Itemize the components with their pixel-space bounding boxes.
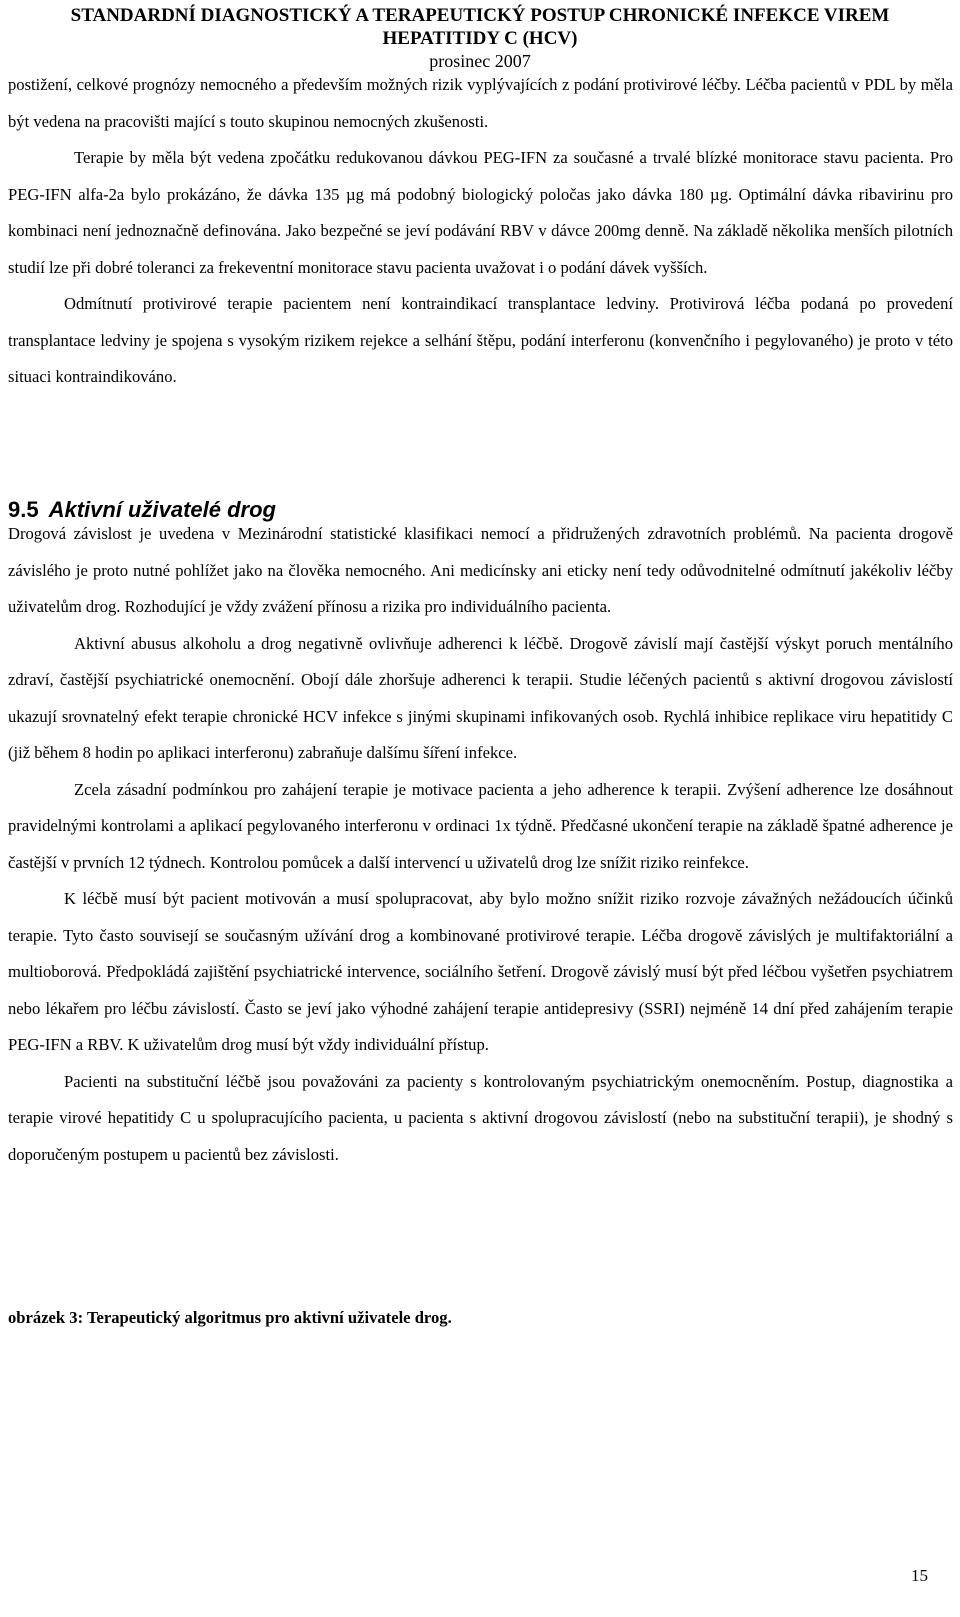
paragraph: Aktivní abusus alkoholu a drog negativně ovlivňuje adherenci k léčbě. Drogově závislí mají častější výskyt poruch mentálního zdraví, častější psychiatrické onemocnění. Obojí dále zhoršuje adherenci k terapii. Studie léčených pacientů s aktivní drogovou závislostí ukazují srovnatelný efekt terapie chronické HCV infekce s jinými skupinami infikovaných osob. Rychlá inhibice replikace viru hepatitidy C (již během 8 hodin po aplikaci interferonu) zabraňuje dalšímu šíření infekce. [8,633,953,762]
document-header [0,4,960,72]
paragraph: postižení, celkové prognózy nemocného a především možných rizik vyplývajících z podání protivirové léčby. Léčba pacientů v PDL by měla být vedena na pracovišti mající s touto skupinou nemocných zkušenosti. [8,75,953,131]
paragraph: Drogová závislost je uvedena v Mezinárodní statistické klasifikaci nemocí a přidružených zdravotních problémů. Na pacienta drogově závislého je proto nutné pohlížet jako na člověka nemocného. Ani medicínsky ani eticky není tedy odůvodnitelné odmítnutí jakékoliv léčby uživatelům drog. Rozhodující je vždy zvážení přínosu a rizika pro individuálního pacienta. [8,524,953,616]
header-title-line-2: HEPATITIDY C (HCV) [382,28,578,49]
header-title-line-1: STANDARDNÍ DIAGNOSTICKÝ A TERAPEUTICKÝ POSTUP CHRONICKÉ INFEKCE VIREM [70,5,890,26]
paragraph: Odmítnutí protivirové terapie pacientem není kontraindikací transplantace ledviny. Protivirová léčba podaná po provedení transplantace ledviny je spojena s vysokým rizikem rejekce a selhání štěpu, podání interferonu (konvenčního i pegylovaného) je proto v této situaci kontraindikováno. [8,294,953,386]
paragraph: Pacienti na substituční léčbě jsou považováni za pacienty s kontrolovaným psychiatrickým onemocněním. Postup, diagnostika a terapie virové hepatitidy C u spolupracujícího pacienta, u pacienta s aktivní drogovou závislostí (nebo na substituční terapii), je shodný s doporučeným postupem u pacientů bez závislosti. [8,1071,953,1164]
figure-caption: obrázek 3: Terapeutický algoritmus pro aktivní uživatele drog. [8,1308,452,1327]
paragraph: Zcela zásadní podmínkou pro zahájení terapie je motivace pacienta a jeho adherence k terapii. Zvýšení adherence lze dosáhnout pravidelnými kontrolami a aplikací pegylovaného interferonu v ordinaci 1x týdně. Předčasné ukončení terapie na základě špatné adherence je častější v prvních 12 týdnech. Kontrolou pomůcek a další intervencí u uživatelů drog lze snížit riziko reinfekce. [8,779,953,872]
paragraph: Terapie by měla být vedena zpočátku redukovanou dávkou PEG-IFN za současné a trvalé blízké monitorace stavu pacienta. Pro PEG-IFN alfa-2a bylo prokázáno, že dávka 135 µg má podobný biologický poločas jako dávka 180 µg. Optimální dávka ribavirinu pro kombinaci není jednoznačně definována. Jako bezpečné se jeví podávání RBV v dávce 200mg denně. Na základě několika menších pilotních studií lze při dobré toleranci za frekeventní monitorace stavu pacienta uvažovat i o podání dávek vyšších. [8,148,953,277]
top-text-block [8,67,953,396]
section-number: 9.5 [8,497,39,522]
paragraph: K léčbě musí být pacient motivován a musí spolupracovat, aby bylo možno snížit riziko rozvoje závažných nežádoucích účinků terapie. Tyto často souvisejí se současným užívání drog a kombinované protivirové terapie. Léčba drogově závislých je multifaktoriální a multioborová. Předpokládá zajištění psychiatrické intervence, sociálního šetření. Drogově závislý musí být před léčbou vyšetřen psychiatrem nebo lékařem pro léčbu závislostí. Často se jeví jako výhodné zahájení terapie antidepresivy (SSRI) nejméně 14 dní před zahájením terapie PEG-IFN a RBV. K uživatelům drog musí být vždy individuální přístup. [8,889,953,1054]
page-number: 15 [911,1566,928,1585]
main-text-block [8,516,953,1173]
section-title: Aktivní uživatelé drog [48,497,276,522]
header-date: prosinec 2007 [429,51,531,71]
